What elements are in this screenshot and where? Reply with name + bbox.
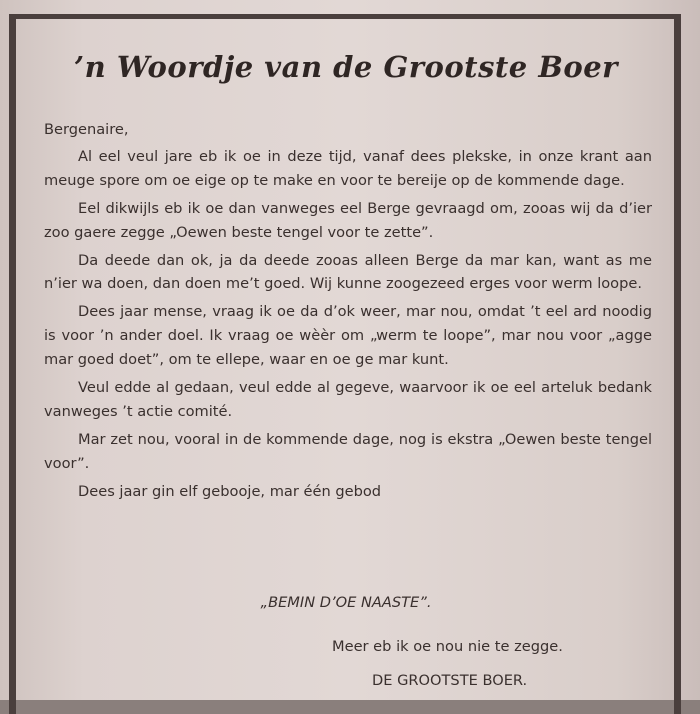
motto-line: „BEMIN D’OE NAASTE”.	[260, 594, 432, 611]
paragraph-1: Al eel veul jare eb ik oe in deze tijd, vanaf dees plekske, in onze krant aan meuge spore om oe eige op te make en voor te bereije op de kommende dage.	[44, 147, 652, 189]
paragraph-2: Eel dikwijls eb ik oe dan vanweges eel Berge gevraagd om, zooas wij da d’ier zoo gaere zegge „Oewen beste tengel voor te zette”.	[44, 199, 652, 241]
paragraph-3: Da deede dan ok, ja da deede zooas alleen Berge da mar kan, want as me n’ier wa doen, dan doen me’t goed. Wij kunne zoogezeed erges voor werm loope.	[44, 251, 652, 293]
closing-line: Meer eb ik oe nou nie te zegge.	[332, 638, 563, 655]
paragraph-7: Dees jaar gin elf gebooje, mar één gebod	[78, 482, 382, 500]
article-title: ’n Woordje van de Grootste Boer	[74, 50, 618, 84]
salutation: Bergenaire,	[44, 121, 129, 138]
paragraph-6: Mar zet nou, vooral in de kommende dage, nog is ekstra „Oewen beste tengel voor”.	[44, 430, 652, 472]
paragraph-5: Veul edde al gedaan, veul edde al gegeve, waarvoor ik oe eel arteluk bedank vanweges ’t actie comité.	[44, 379, 652, 420]
paragraph-4: Dees jaar mense, vraag ik oe da d’ok weer, mar nou, omdat ’t eel ard noodig is voor ’n ander doel. Ik vraag oe wèèr om „werm te loope”, mar nou voor „agge mar goed doet”, om te ellepe, waar en oe ge mar kunt.	[44, 303, 652, 369]
signature-line: DE GROOTSTE BOER.	[372, 672, 528, 689]
article-body	[44, 118, 652, 508]
